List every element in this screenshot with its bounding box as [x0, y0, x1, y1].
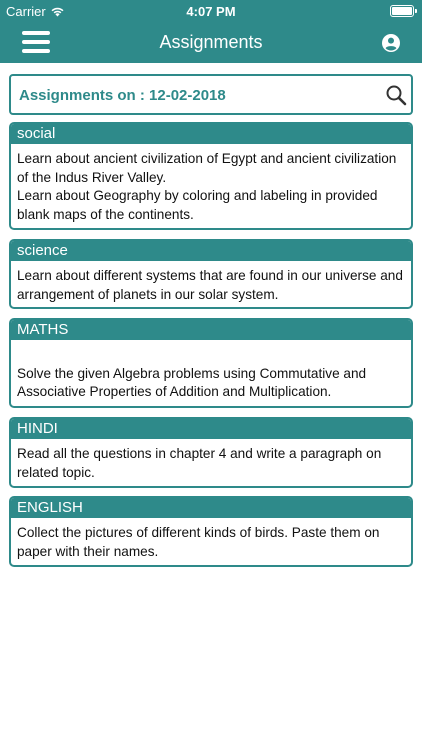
user-account-icon[interactable] — [382, 34, 400, 52]
carrier-label: Carrier — [6, 4, 46, 19]
assignment-description — [11, 439, 411, 482]
assignment-card-science[interactable] — [9, 239, 413, 309]
assignment-card-social[interactable] — [9, 122, 413, 230]
assignment-line: Learn about ancient civilization of Egypt and ancient civilization of the Indus River Valley. — [17, 151, 397, 185]
assignment-line: Solve the given Algebra problems using Commutative and Associative Properties of Addition and Multiplication. — [17, 365, 367, 399]
search-icon[interactable] — [385, 84, 407, 106]
assignment-description — [11, 144, 411, 224]
subject-header: HINDI — [11, 419, 411, 439]
subject-header: MATHS — [11, 320, 411, 340]
assignment-line: Read all the questions in chapter 4 and write a paragraph on related topic. — [17, 446, 382, 480]
assignment-card-maths[interactable] — [9, 318, 413, 408]
app-header — [0, 0, 422, 63]
subject-header: ENGLISH — [11, 498, 411, 518]
assignment-description — [11, 261, 411, 304]
assignment-description — [11, 518, 411, 561]
assignment-line: Collect the pictures of different kinds of birds. Paste them on paper with their names. — [17, 525, 380, 559]
assignment-card-english[interactable] — [9, 496, 413, 567]
subject-header: social — [11, 124, 411, 144]
page-title: Assignments — [159, 32, 263, 52]
subject-header: science — [11, 241, 411, 261]
status-time: 4:07 PM — [186, 4, 236, 19]
assignment-date-label: Assignments on : 12-02-2018 — [19, 87, 226, 104]
assignment-description — [11, 340, 411, 402]
battery-icon — [390, 5, 414, 17]
status-bar — [0, 0, 422, 22]
nav-bar — [0, 22, 422, 63]
assignment-card-hindi[interactable] — [9, 417, 413, 488]
assignment-line: Learn about different systems that are found in our universe and arrangement of planets in our solar system. — [17, 268, 403, 302]
assignment-line: Learn about Geography by coloring and labeling in provided blank maps of the continents. — [17, 188, 378, 222]
date-filter-box[interactable] — [9, 74, 413, 115]
assignment-line — [17, 346, 405, 365]
